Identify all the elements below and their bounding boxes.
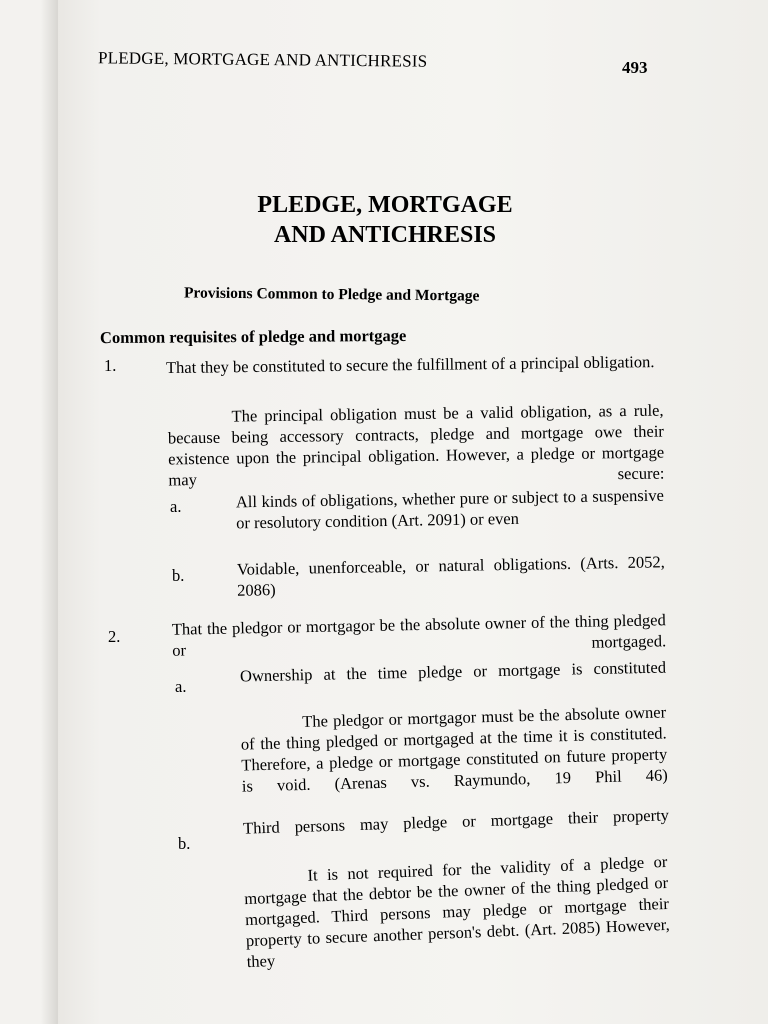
running-head: PLEDGE, MORTGAGE AND ANTICHRESIS [97,48,428,71]
req2-b-paragraph: It is not required for the validity of a pledge or mortgage that the debtor be the owner of the thing pledged or mortgaged. Third persons may pledge or mortgage their property to secure another person's debt. (Art. 2085) However, they [243,851,671,972]
page-number: 493 [622,58,648,77]
req2-number: 2. [108,627,121,646]
section-subtitle: Provisions Common to Pledge and Mortgage [183,284,480,305]
req1-b-text: Voidable, unenforceable, or natural obligations. (Arts. 2052, 2086) [236,552,665,600]
chapter-title [200,190,570,250]
req2-a-paragraph: The pledgor or mortgagor must be the absolute owner of the thing pledged or mortgaged at the time it is constituted. Therefore, a pledge or mortgage constituted on future property is void. (Arenas vs. Raymundo, 19 Phil 46) [240,702,669,796]
req2-b-label: b. [178,834,191,853]
req2-a-label: a. [175,677,187,696]
req1-text: That they be constituted to secure the fulfillment of a principal obligation. [165,352,655,378]
req1-b-label: b. [172,566,185,585]
req1-number: 1. [104,356,117,375]
req1-a-label: a. [170,497,182,516]
page-edge [0,0,58,1024]
section-heading: Common requisites of pledge and mortgage [99,325,407,348]
req2-b-heading: Third persons may pledge or mortgage their property [242,805,670,838]
req2-a-heading: Ownership at the time pledge or mortgage is constituted [239,657,667,686]
title-line-2: AND ANTICHRESIS [273,222,497,248]
req1-a-text: All kinds of obligations, whether pure or subject to a suspensive or resolutory condition (Art. 2091) or even [235,485,664,533]
req2-text: That the pledgor or mortgagor be the absolute owner of the thing pledged or mortgaged. [171,610,667,660]
req1-paragraph: The principal obligation must be a valid obligation, as a rule, because being accessory contracts, pledge and mortgage owe their existence upon the principal obligation. However, a pledge or mortgage may secure: [167,400,665,490]
title-line-1: PLEDGE, MORTGAGE [257,192,513,218]
